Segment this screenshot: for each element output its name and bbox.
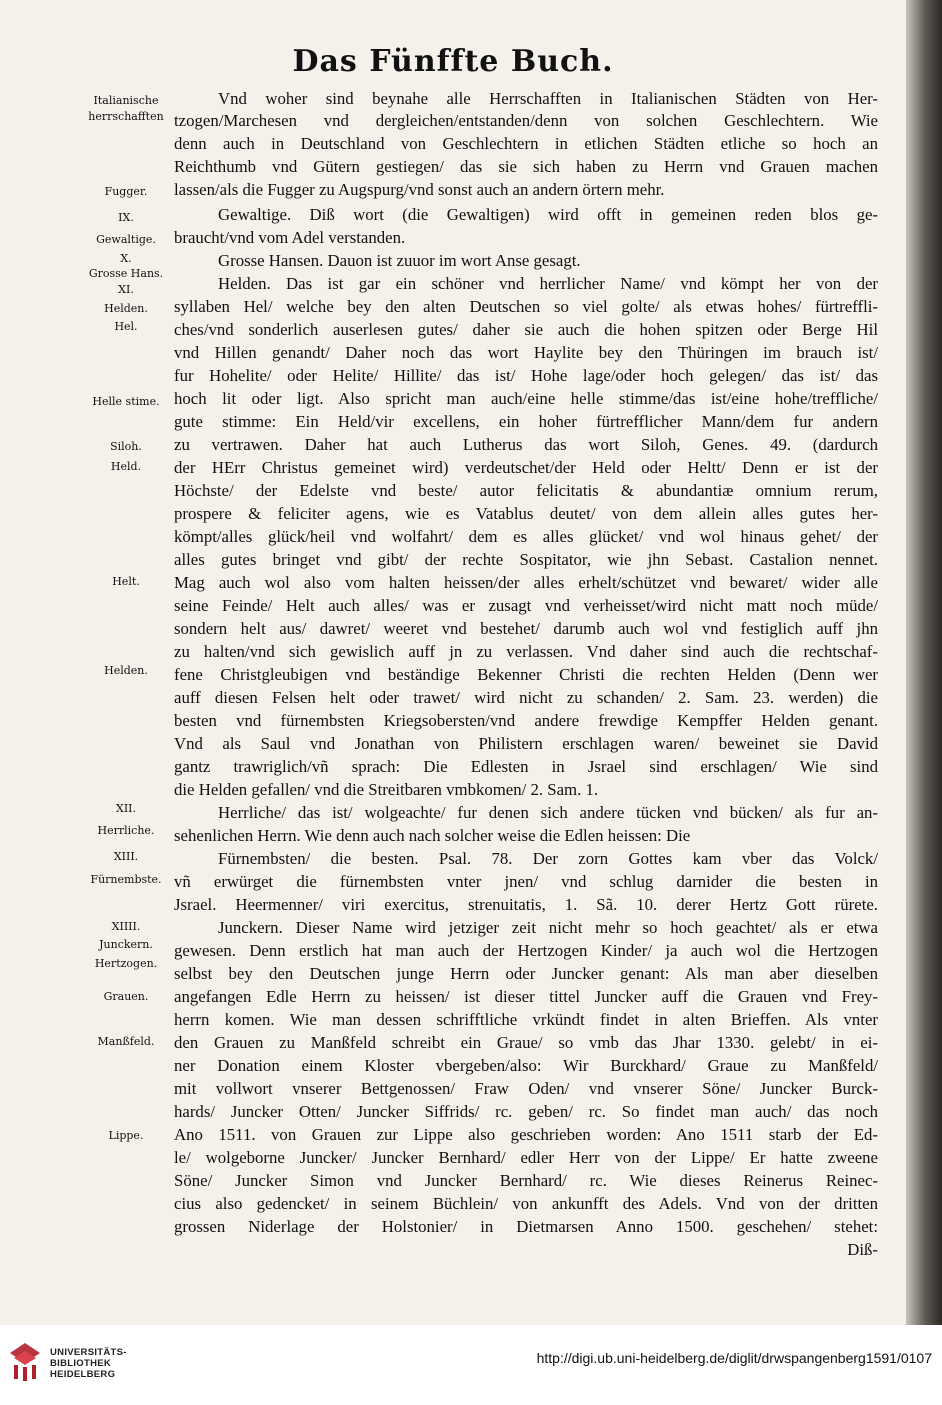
margin-note: IX. bbox=[118, 211, 134, 224]
margin-note: Fugger. bbox=[104, 185, 148, 198]
text-line: Grosse Hansen. Dauon ist zuuor im wort Anse gesagt. bbox=[218, 251, 581, 270]
text-line: Vnd als Saul vnd Jonathan von Philistern erschlagen waren/ beweinet sie David bbox=[174, 734, 878, 753]
university-library-logo-icon bbox=[10, 1343, 40, 1381]
catchword: Diß- bbox=[847, 1240, 878, 1259]
text-line: gute stimme: Ein Held/vir excellens, ein hoher fürtrefflicher Mann/dem fur andern bbox=[174, 412, 878, 431]
source-url[interactable]: http://digi.ub.uni-heidelberg.de/diglit/drwspangenberg1591/0107 bbox=[536, 1350, 932, 1366]
library-name-line: BIBLIOTHEK bbox=[50, 1358, 112, 1369]
text-line: den Grauen zu Manßfeld schreibt ein Graue/ so vmb das Jhar 1330. gelebt/ in ei- bbox=[174, 1033, 878, 1052]
text-line: Höchste/ der Edelste vnd beste/ autor felicitatis & abundantiæ omnium rerum, bbox=[174, 481, 878, 500]
text-line: Gewaltige. Diß wort (die Gewaltigen) wird offt in gemeinen reden blos ge- bbox=[218, 205, 878, 224]
text-line: Ano 1511. von Grauen zur Lippe also geschrieben worden: Ano 1511 starb der Ed- bbox=[174, 1125, 878, 1144]
margin-note: Grauen. bbox=[103, 990, 149, 1003]
text-line: syllaben Hel/ welche bey den alten Deutschen so viel golte/ als etwas hohes/ fürtreffli- bbox=[174, 297, 878, 316]
text-line: Söne/ Juncker Simon vnd Juncker Bernhard/ rc. Wie dieses Reinerus Reinec- bbox=[174, 1171, 878, 1190]
text-line: besten vnd fürnembsten Kriegsobersten/vnd andere frewdige Kempffer Helden genant. bbox=[174, 711, 878, 730]
text-line: zu halten/vnd sich gewislich auff jn zu verlassen. Vnd daher sind auch die rechtschaf- bbox=[174, 642, 878, 661]
margin-note: Junckern. bbox=[99, 938, 153, 951]
text-line: Helden. Das ist gar ein schöner vnd herrlicher Name/ vnd kömpt her von der bbox=[218, 274, 878, 293]
text-line: fur Hohelite/ oder Helite/ Hillite/ das ist/ Hohe lage/oder hoch gelegen/ das ist/ das bbox=[174, 366, 878, 385]
text-line: ner Donation einem Kloster vbergeben/also: Wir Burckhard/ Graue zu Manßfeld/ bbox=[174, 1056, 878, 1075]
text-line: Herrliche/ das ist/ wolgeachte/ fur denen sich andere tücken vnd bücken/ als fur an- bbox=[218, 803, 878, 822]
margin-note: Grosse Hans. bbox=[88, 267, 164, 280]
margin-note: Helle stime. bbox=[92, 395, 160, 408]
page-title: Das Fünffte Buch. bbox=[292, 44, 614, 79]
margin-note: Italianische bbox=[93, 94, 159, 107]
text-line: sondern helt aus/ dawret/ weeret vnd bestehet/ darumb auch wol vnd festiglich auff jhn bbox=[174, 619, 878, 638]
margin-note: Gewaltige. bbox=[96, 233, 156, 246]
text-line: kömpt/alles glück/heil vnd wolfahrt/ dem es alles glücket/ vnd wol hinaus gehet/ der bbox=[174, 527, 878, 546]
margin-note: XI. bbox=[118, 283, 134, 296]
text-line: Reichthumb vnd Gütern gestiegen/ das sie sich haben zu Herrn vnd Grauen machen bbox=[174, 157, 878, 176]
text-line: vñ erwürget die fürnembsten vnter jnen/ vnd schlug darnider die besten in bbox=[174, 872, 878, 891]
margin-note: Siloh. bbox=[110, 440, 142, 453]
text-line: auff diesen Felsen helt oder trawet/ wird nicht zu schanden/ 2. Sam. 23. werden) die bbox=[174, 688, 878, 707]
text-line: vnd Hillen genandt/ Daher noch das wort Haylite bey den Thüringen im brauch ist/ bbox=[174, 343, 878, 362]
text-line: hards/ Juncker Otten/ Juncker Siffrids/ rc. geben/ rc. So findet man auch/ das noch bbox=[174, 1102, 878, 1121]
library-name-line: UNIVERSITÄTS- bbox=[50, 1347, 127, 1358]
page-edge-shadow bbox=[906, 0, 942, 1325]
text-line: die Helden gefallen/ vnd die Streitbaren vmbkomen/ 2. Sam. 1. bbox=[174, 780, 599, 799]
text-line: braucht/vnd vom Adel verstanden. bbox=[174, 228, 406, 247]
margin-note: XIII. bbox=[113, 850, 139, 863]
text-line: le/ wolgeborne Juncker/ Juncker Bernhard/ edler Herr von der Lippe/ Er hatte zweene bbox=[174, 1148, 878, 1167]
text-line: seine Feinde/ Helt auch alles/ was er zusagt vnd verheisset/wird nicht matt noch müde/ bbox=[174, 596, 878, 615]
text-line: alles gutes bringet vnd gibt/ der rechte Sospitator, wie jhn Sebast. Castalion nennet. bbox=[174, 550, 878, 569]
margin-note: XII. bbox=[115, 802, 137, 815]
text-line: grossen Niderlage der Holstonier/ in Dietmarsen Anno 1500. geschehen/ stehet: bbox=[174, 1217, 878, 1236]
margin-note: herrschafften bbox=[88, 110, 164, 123]
text-line: Vnd woher sind beynahe alle Herrschafften in Italianischen Städten von Her- bbox=[218, 89, 878, 108]
margin-note: Helden. bbox=[104, 664, 148, 677]
margin-note: Fürnembste. bbox=[90, 873, 162, 886]
library-name-line: HEIDELBERG bbox=[50, 1369, 116, 1380]
text-line: Fürnembsten/ die besten. Psal. 78. Der zorn Gottes kam vber das Volck/ bbox=[218, 849, 878, 868]
margin-note: Lippe. bbox=[108, 1129, 144, 1142]
text-line: gewesen. Denn erstlich hat man auch der Hertzogen Kinder/ ja auch wol die Hertzogen bbox=[174, 941, 878, 960]
text-line: Mag auch wol also vom halten heissen/der alles erhelt/schützet vnd bewaret/ wider alle bbox=[174, 573, 878, 592]
text-line: prospere & feliciter agens, wie es Vatablus deutet/ von dem allein alles gutes her- bbox=[174, 504, 878, 523]
library-name bbox=[50, 1347, 127, 1380]
text-line: mit vollwort vnserer Bettgenossen/ Fraw Oden/ vnd vnserer Söne/ Juncker Burck- bbox=[174, 1079, 878, 1098]
margin-note: Hel. bbox=[114, 320, 138, 333]
margin-note: Helden. bbox=[104, 302, 148, 315]
text-line: denn auch in Deutschland von Geschlechtern in etlichen Städten etliche so hoch an bbox=[174, 134, 878, 153]
text-line: herrn komen. Wie man dessen schrifftliche vrkündt findet in alten Brieffen. Als vnter bbox=[174, 1010, 878, 1029]
text-line: tzogen/Marchesen vnd dergleichen/entstanden/denn von solchen Geschlechtern. Wie bbox=[174, 111, 878, 130]
text-line: lassen/als die Fugger zu Augspurg/vnd sonst auch an andern örtern mehr. bbox=[174, 180, 665, 199]
margin-note: Manßfeld. bbox=[97, 1035, 155, 1048]
text-line: angefangen Edle Herrn zu heissen/ ist dieser tittel Juncker auff die Grauen vnd Frey- bbox=[174, 987, 878, 1006]
text-line: selbst bey den Deutschen junge Herrn oder Juncker genant: Als man aber dieselben bbox=[174, 964, 878, 983]
margin-note: Herrliche. bbox=[97, 824, 155, 837]
margin-note: Hertzogen. bbox=[94, 957, 158, 970]
text-line: cius also gedencket/ in seinem Büchlein/ von ankunfft des Adels. Vnd von der dritten bbox=[174, 1194, 878, 1213]
text-line: fene Christgleubigen vnd beständige Bekenner Christi die rechten Helden (Denn wer bbox=[174, 665, 878, 684]
text-line: sehenlichen Herrn. Wie denn auch nach solcher weise die Edlen heissen: Die bbox=[174, 826, 691, 845]
margin-note: Helt. bbox=[112, 575, 140, 588]
text-line: Jsrael. Heermenner/ viri exercitus, strenuitatis, 1. Sã. 10. derer Hertz Gott rürete. bbox=[174, 895, 878, 914]
text-line: Junckern. Dieser Name wird jetziger zeit nicht mehr so hoch geachtet/ als er etwa bbox=[218, 918, 878, 937]
text-line: ches/vnd sonderlich auserlesen gutes/ daher sie auch die hohen spitzen oder Berge Hil bbox=[174, 320, 878, 339]
text-line: zu vertrawen. Daher hat auch Lutherus das wort Siloh, Genes. 49. (dardurch bbox=[174, 435, 878, 454]
text-line: der HErr Christus gemeinet wird) verdeutschet/der Held oder Heltt/ Denn er ist der bbox=[174, 458, 878, 477]
text-line: gantz trawriglich/vñ sprach: Die Edlesten in Jsrael sind erschlagen/ Wie sind bbox=[174, 757, 878, 776]
text-line: hoch lit oder ligt. Also spricht man auch/eine helle stimme/das ist/eine hohe/treffliche/ bbox=[174, 389, 878, 408]
margin-note: XIIII. bbox=[111, 920, 141, 933]
margin-note: X. bbox=[120, 252, 132, 265]
margin-note: Held. bbox=[110, 460, 142, 473]
